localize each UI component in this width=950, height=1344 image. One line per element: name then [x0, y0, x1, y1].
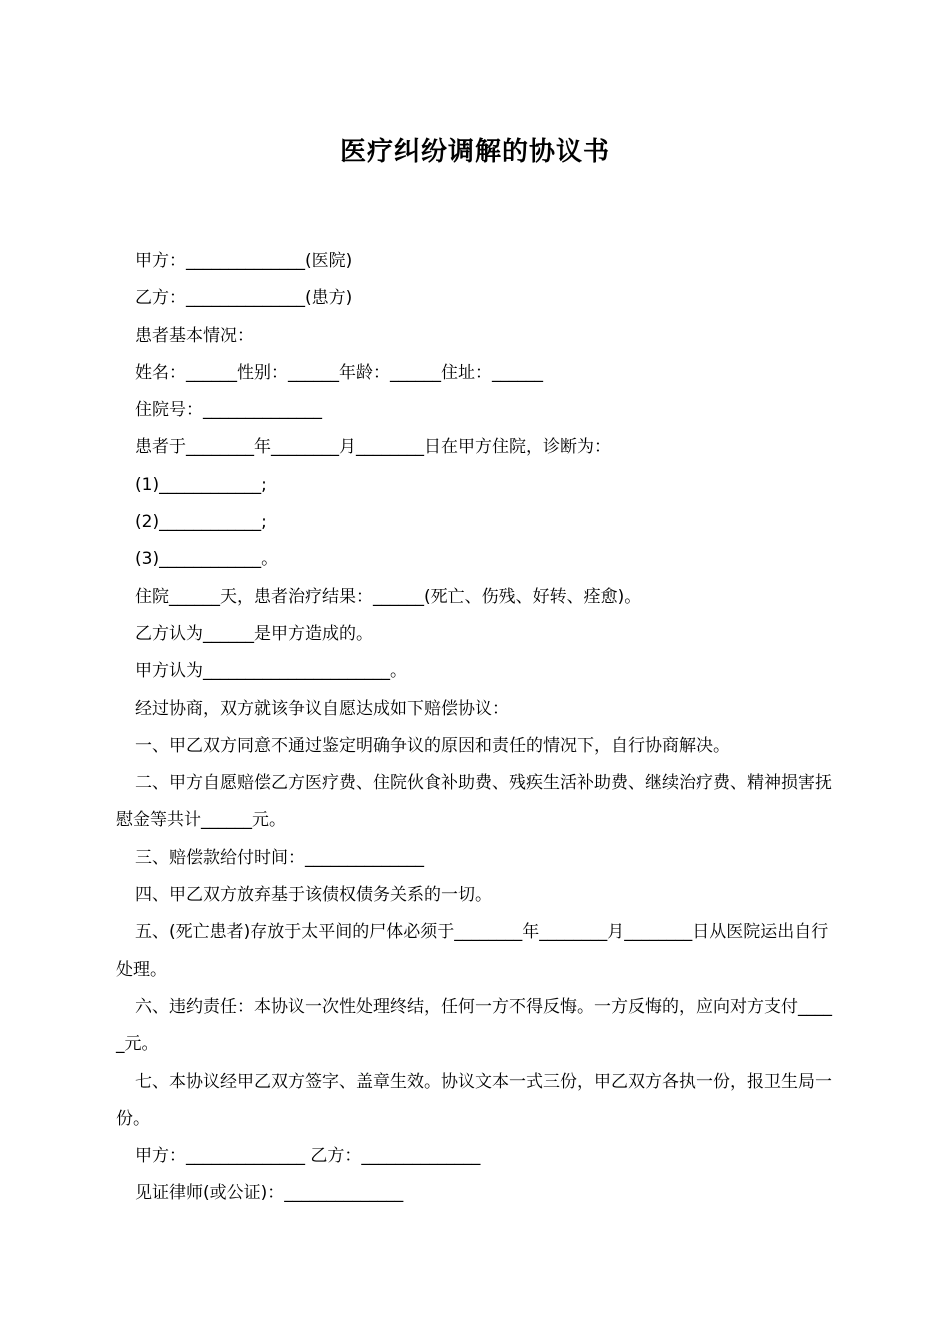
clause-4: 四、甲乙双方放弃基于该债权债务关系的一切。	[135, 885, 492, 906]
clause-1: 一、甲乙双方同意不通过鉴定明确争议的原因和责任的情况下，自行协商解决。	[135, 735, 730, 756]
clause-5: 五、(死亡患者)存放于太平间的尸体必须于________年________月________日从医院运出自行处理。	[116, 922, 829, 980]
document-body	[116, 243, 838, 1213]
clause-3: 三、赔偿款给付时间：______________	[135, 847, 424, 868]
document-title: 医疗纠纷调解的协议书	[339, 137, 610, 167]
diagnosis-item-3: (3)____________。	[135, 549, 279, 570]
diagnosis-item-1: (1)____________;	[135, 474, 267, 495]
treatment-result-line: 住院______天，患者治疗结果：______(死亡、伤残、好转、痊愈)。	[135, 586, 642, 607]
patient-basic-fields: 姓名：______性别：______年龄：______住址：______	[135, 362, 543, 383]
diagnosis-item-2: (2)____________;	[135, 512, 267, 533]
clause-7: 七、本协议经甲乙双方签字、盖章生效。协议文本一式三份，甲乙双方各执一份，报卫生局一份。	[116, 1071, 832, 1129]
party-a-opinion: 甲方认为______________________。	[135, 661, 407, 682]
party-b-line: 乙方：______________(患方)	[135, 288, 353, 309]
admission-date-line: 患者于________年________月________日在甲方住院，诊断为：	[135, 437, 611, 458]
witness-line: 见证律师(或公证)：______________	[135, 1183, 404, 1204]
party-a-line: 甲方：______________(医院)	[135, 251, 353, 271]
signature-line: 甲方：______________ 乙方：______________	[135, 1146, 481, 1167]
hospital-number-line: 住院号：______________	[135, 400, 322, 421]
agreement-intro: 经过协商，双方就该争议自愿达成如下赔偿协议：	[135, 698, 509, 719]
patient-info-heading: 患者基本情况：	[135, 325, 254, 346]
clause-6: 六、违约责任：本协议一次性处理终结，任何一方不得反悔。一方反悔的，应向对方支付_____元。	[116, 996, 832, 1055]
clause-2: 二、甲方自愿赔偿乙方医疗费、住院伙食补助费、残疾生活补助费、继续治疗费、精神损害抚慰金等共计______元。	[116, 773, 832, 831]
party-b-opinion: 乙方认为______是甲方造成的。	[135, 623, 373, 644]
